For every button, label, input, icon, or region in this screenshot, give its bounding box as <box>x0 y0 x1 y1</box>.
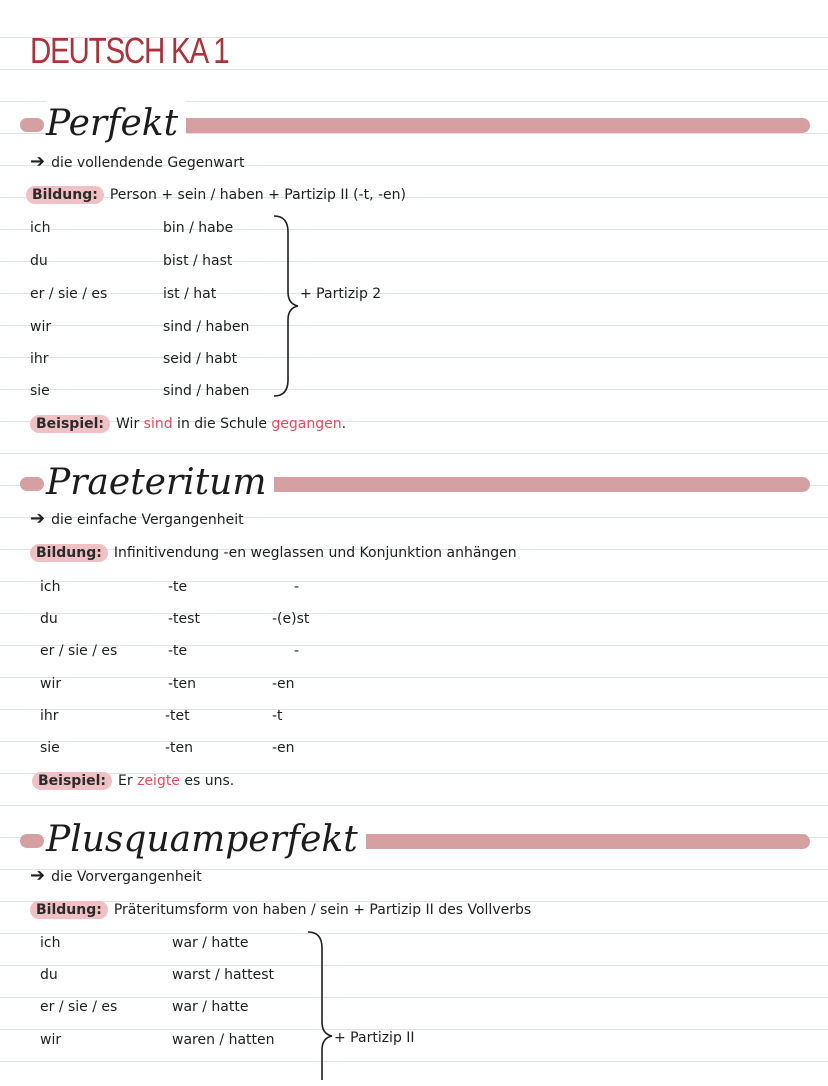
bildung-text: Infinitivendung -en weglassen und Konjunktion anhängen <box>113 545 517 561</box>
beispiel-text: . <box>341 416 347 432</box>
section-title: Plusquamperfekt <box>46 816 366 864</box>
bildung-text: Person + sein / haben + Partizip II (-t, -en) <box>109 187 406 203</box>
beispiel-highlight: gegangen <box>271 416 342 432</box>
person-cell: sie <box>40 740 60 756</box>
alt-form-cell: -(e)st <box>272 611 310 627</box>
form-cell: sind / haben <box>163 383 250 399</box>
form-cell: sind / haben <box>163 319 250 335</box>
arrow-right-icon: ➔ <box>30 151 46 172</box>
person-cell: du <box>40 611 58 627</box>
form-cell: warst / hattest <box>172 967 275 983</box>
definition-text: die vollendende Gegenwart <box>51 155 245 171</box>
arrow-right-icon: ➔ <box>30 865 46 886</box>
beispiel-tag: Beispiel: <box>30 415 110 433</box>
alt-form-cell: -en <box>272 676 295 692</box>
brace-label: + Partizip 2 <box>300 286 382 302</box>
form-cell: -ten <box>165 740 194 756</box>
person-cell: er / sie / es <box>30 286 108 302</box>
alt-form-cell: -t <box>272 708 283 724</box>
heading-bar <box>175 118 810 133</box>
person-cell: sie <box>30 383 50 399</box>
person-cell: er / sie / es <box>40 643 118 659</box>
heading-dot <box>20 118 44 132</box>
form-cell: -tet <box>165 708 190 724</box>
form-cell: -te <box>168 643 188 659</box>
person-cell: wir <box>40 676 62 692</box>
beispiel-highlight: sind <box>143 416 173 432</box>
beispiel-text: Er <box>118 773 138 789</box>
form-cell: waren / hatten <box>172 1032 275 1048</box>
definition-line <box>30 509 244 530</box>
alt-form-cell: -en <box>272 740 295 756</box>
beispiel-line <box>30 414 346 434</box>
definition-line <box>30 866 202 887</box>
person-cell: ich <box>40 935 61 951</box>
section-heading-plusquamperfekt <box>20 819 810 862</box>
section-heading-praeteritum <box>20 462 810 505</box>
beispiel-text: es uns. <box>179 773 235 789</box>
person-cell: ihr <box>40 708 59 724</box>
beispiel-tag: Beispiel: <box>32 772 112 790</box>
bildung-tag: Bildung: <box>30 901 108 919</box>
bildung-text: Präteritumsform von haben / sein + Partizip II des Vollverbs <box>113 902 532 918</box>
person-cell: du <box>30 253 48 269</box>
person-cell: ich <box>40 579 61 595</box>
definition-line <box>30 152 244 173</box>
heading-bar <box>348 834 810 849</box>
beispiel-highlight: zeigte <box>137 773 180 789</box>
bildung-line <box>26 185 406 205</box>
bildung-tag: Bildung: <box>30 544 108 562</box>
person-cell: ihr <box>30 351 49 367</box>
alt-form-cell: - <box>294 579 300 595</box>
definition-text: die Vorvergangenheit <box>51 869 202 885</box>
alt-form-cell: - <box>294 643 300 659</box>
arrow-right-icon: ➔ <box>30 508 46 529</box>
form-cell: -te <box>168 579 188 595</box>
brace-label: + Partizip II <box>334 1030 415 1046</box>
person-cell: wir <box>30 319 52 335</box>
heading-dot <box>20 834 44 848</box>
bildung-tag: Bildung: <box>26 186 104 204</box>
form-cell: -ten <box>168 676 197 692</box>
form-cell: bist / hast <box>163 253 233 269</box>
beispiel-line <box>32 771 234 791</box>
form-cell: -test <box>168 611 200 627</box>
curly-brace-icon <box>300 928 340 1084</box>
bildung-line <box>30 900 531 920</box>
person-cell: ich <box>30 220 51 236</box>
form-cell: ist / hat <box>163 286 217 302</box>
beispiel-text: in die Schule <box>172 416 272 432</box>
section-title: Praeteritum <box>46 459 274 507</box>
section-title: Perfekt <box>46 100 186 148</box>
form-cell: bin / habe <box>163 220 234 236</box>
form-cell: war / hatte <box>172 999 249 1015</box>
person-cell: er / sie / es <box>40 999 118 1015</box>
heading-dot <box>20 477 44 491</box>
definition-text: die einfache Vergangenheit <box>51 512 244 528</box>
bildung-line <box>30 543 517 563</box>
form-cell: war / hatte <box>172 935 249 951</box>
form-cell: seid / habt <box>163 351 238 367</box>
person-cell: du <box>40 967 58 983</box>
page-title: DEUTSCH KA 1 <box>30 30 229 71</box>
curly-brace-icon <box>268 212 308 402</box>
heading-bar <box>258 477 810 492</box>
beispiel-text: Wir <box>116 416 144 432</box>
section-heading-perfekt <box>20 103 810 146</box>
person-cell: wir <box>40 1032 62 1048</box>
